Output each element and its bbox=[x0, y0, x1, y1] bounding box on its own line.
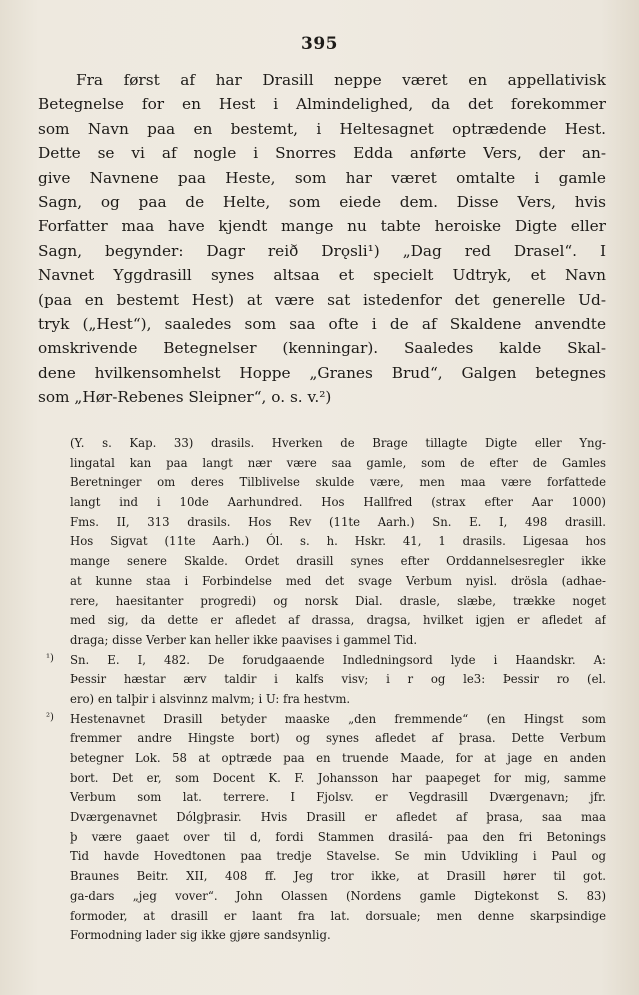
footnote-line: mange senere Skalde. Ordet drasill synes efter Orddannelsesregler ikke bbox=[70, 554, 606, 569]
footnote-line: formoder, at drasill er laant fra lat. dorsuale; men denne skarpsindige bbox=[70, 908, 606, 923]
text-line: Navnet Yggdrasill synes altsaa et specielt Udtryk, et Navn bbox=[38, 266, 606, 285]
footnote-line bbox=[38, 651, 606, 671]
footnote-line: med sig, da dette er afledet af drassa, dragsa, hvilket igjen er afledet af bbox=[70, 613, 606, 628]
footnote-line: draga; disse Verber kan heller ikke paavises i gammel Tid. bbox=[70, 632, 418, 647]
text-line: som Navn paa en bestemt, i Heltesagnet optrædende Hest. bbox=[38, 119, 606, 138]
footnote-line: betegner Lok. 58 at optræde paa en truende Maade, for at jage en anden bbox=[70, 751, 606, 765]
footnote-line: Verbum som lat. terrere. I Fjolsv. er Vegdrasill Dværgenavn; jfr. bbox=[70, 790, 606, 805]
footnote-line: bort. Det er, som Docent K. F. Johansson har paapeget for mig, samme bbox=[70, 770, 606, 785]
footnote-marker: ²) bbox=[46, 711, 54, 723]
text-line: Forfatter maa have kjendt mange nu tabte heroiske Digte eller bbox=[38, 217, 606, 236]
text-line: Sagn, og paa de Helte, som eiede dem. Disse Vers, hvis bbox=[38, 192, 606, 211]
text-line: Sagn, begynder: Dagr reið Drǫsli¹) „Dag red Drasel“. I bbox=[38, 241, 606, 260]
text-line: (paa en bestemt Hest) at være sat istedenfor det generelle Ud- bbox=[38, 290, 606, 309]
footnote-line: at kunne staa i Forbindelse med det svage Verbum nyisl. drösla (adhae- bbox=[70, 573, 606, 588]
footnote-1 bbox=[38, 651, 606, 710]
footnote-line: Formodning lader sig ikke gjøre sandsynlig. bbox=[70, 928, 331, 943]
footnote-continued bbox=[38, 434, 606, 651]
text-line: Fra først af har Drasill neppe været en appellativisk bbox=[76, 71, 606, 89]
footnotes bbox=[38, 434, 606, 946]
footnote-line: ero) en talþir i alsvinnz malvm; i U: fra hestvm. bbox=[70, 691, 351, 706]
footnote-line: þ være gaaet over til d, fordi Stammen drasilá- paa den fri Betonings bbox=[70, 829, 606, 844]
footnote-text: Hestenavnet Drasill betyder maaske „den fremmende“ (en Hingst som bbox=[70, 711, 606, 726]
footnote-line: Beretninger om deres Tilblivelse skulde være, men maa være forfattede bbox=[70, 475, 606, 490]
footnote-line: (Y. s. Kap. 33) drasils. Hverken de Brage tillagte Digte eller Yng- bbox=[70, 436, 606, 450]
footnote-line: Braunes Beitr. XII, 408 ff. Jeg tror ikke, at Drasill hører til got. bbox=[70, 869, 606, 884]
text-line: som „Hør-Rebenes Sleipner“, o. s. v.²) bbox=[38, 388, 332, 407]
footnote-line: Fms. II, 313 drasils. Hos Rev (11te Aarh.) Sn. E. I, 498 drasill. bbox=[70, 514, 606, 529]
footnote-line: rere, haesitanter progredi) og norsk Dial. drasle, slæbe, trække noget bbox=[70, 593, 606, 608]
footnote-line: Tid havde Hovedtonen paa tredje Stavelse. Se min Udvikling i Paul og bbox=[70, 849, 606, 864]
footnote-line: Dværgenavnet Dólgþrasir. Hvis Drasill er afledet af þrasa, saa maa bbox=[70, 810, 606, 825]
main-paragraph bbox=[38, 68, 606, 409]
text-line: dene hvilkensomhelst Hoppe „Granes Brud“, Galgen betegnes bbox=[38, 363, 606, 382]
footnote-text: Sn. E. I, 482. De forudgaaende Indledningsord lyde i Haandskr. A: bbox=[70, 652, 606, 667]
text-line: Dette se vi af nogle i Snorres Edda anførte Vers, der an- bbox=[38, 144, 606, 163]
text-line: give Navnene paa Heste, som har været omtalte i gamle bbox=[38, 168, 606, 187]
footnote-line: Þessir hæstar ærv taldir i kalfs visv; i r og le3: Þessir ro (el. bbox=[70, 672, 606, 687]
text-line: tryk („Hest“), saaledes som saa ofte i de af Skaldene anvendte bbox=[38, 314, 606, 333]
text-line: omskrivende Betegnelser (kenningar). Saaledes kalde Skal- bbox=[38, 339, 606, 358]
footnote-line bbox=[38, 710, 606, 730]
footnote-line: Hos Sigvat (11te Aarh.) Ól. s. h. Hskr. 41, 1 drasils. Ligesaa hos bbox=[70, 534, 606, 549]
footnote-line: ga-dars „jeg vover“. John Olassen (Nordens gamle Digtekonst S. 83) bbox=[70, 888, 606, 903]
footnote-line: lingatal kan paa langt nær være saa gamle, som de efter de Gamles bbox=[70, 455, 606, 470]
page-number: 395 bbox=[301, 34, 338, 54]
footnote-2 bbox=[38, 710, 606, 946]
text-line: Betegnelse for en Hest i Almindelighed, da det forekommer bbox=[38, 95, 606, 114]
footnote-line: langt ind i 10de Aarhundred. Hos Hallfred (strax efter Aar 1000) bbox=[70, 495, 606, 510]
footnote-line: fremmer andre Hingste bort) og synes afledet af þrasa. Dette Verbum bbox=[70, 731, 606, 746]
footnote-marker: ¹) bbox=[46, 652, 54, 664]
